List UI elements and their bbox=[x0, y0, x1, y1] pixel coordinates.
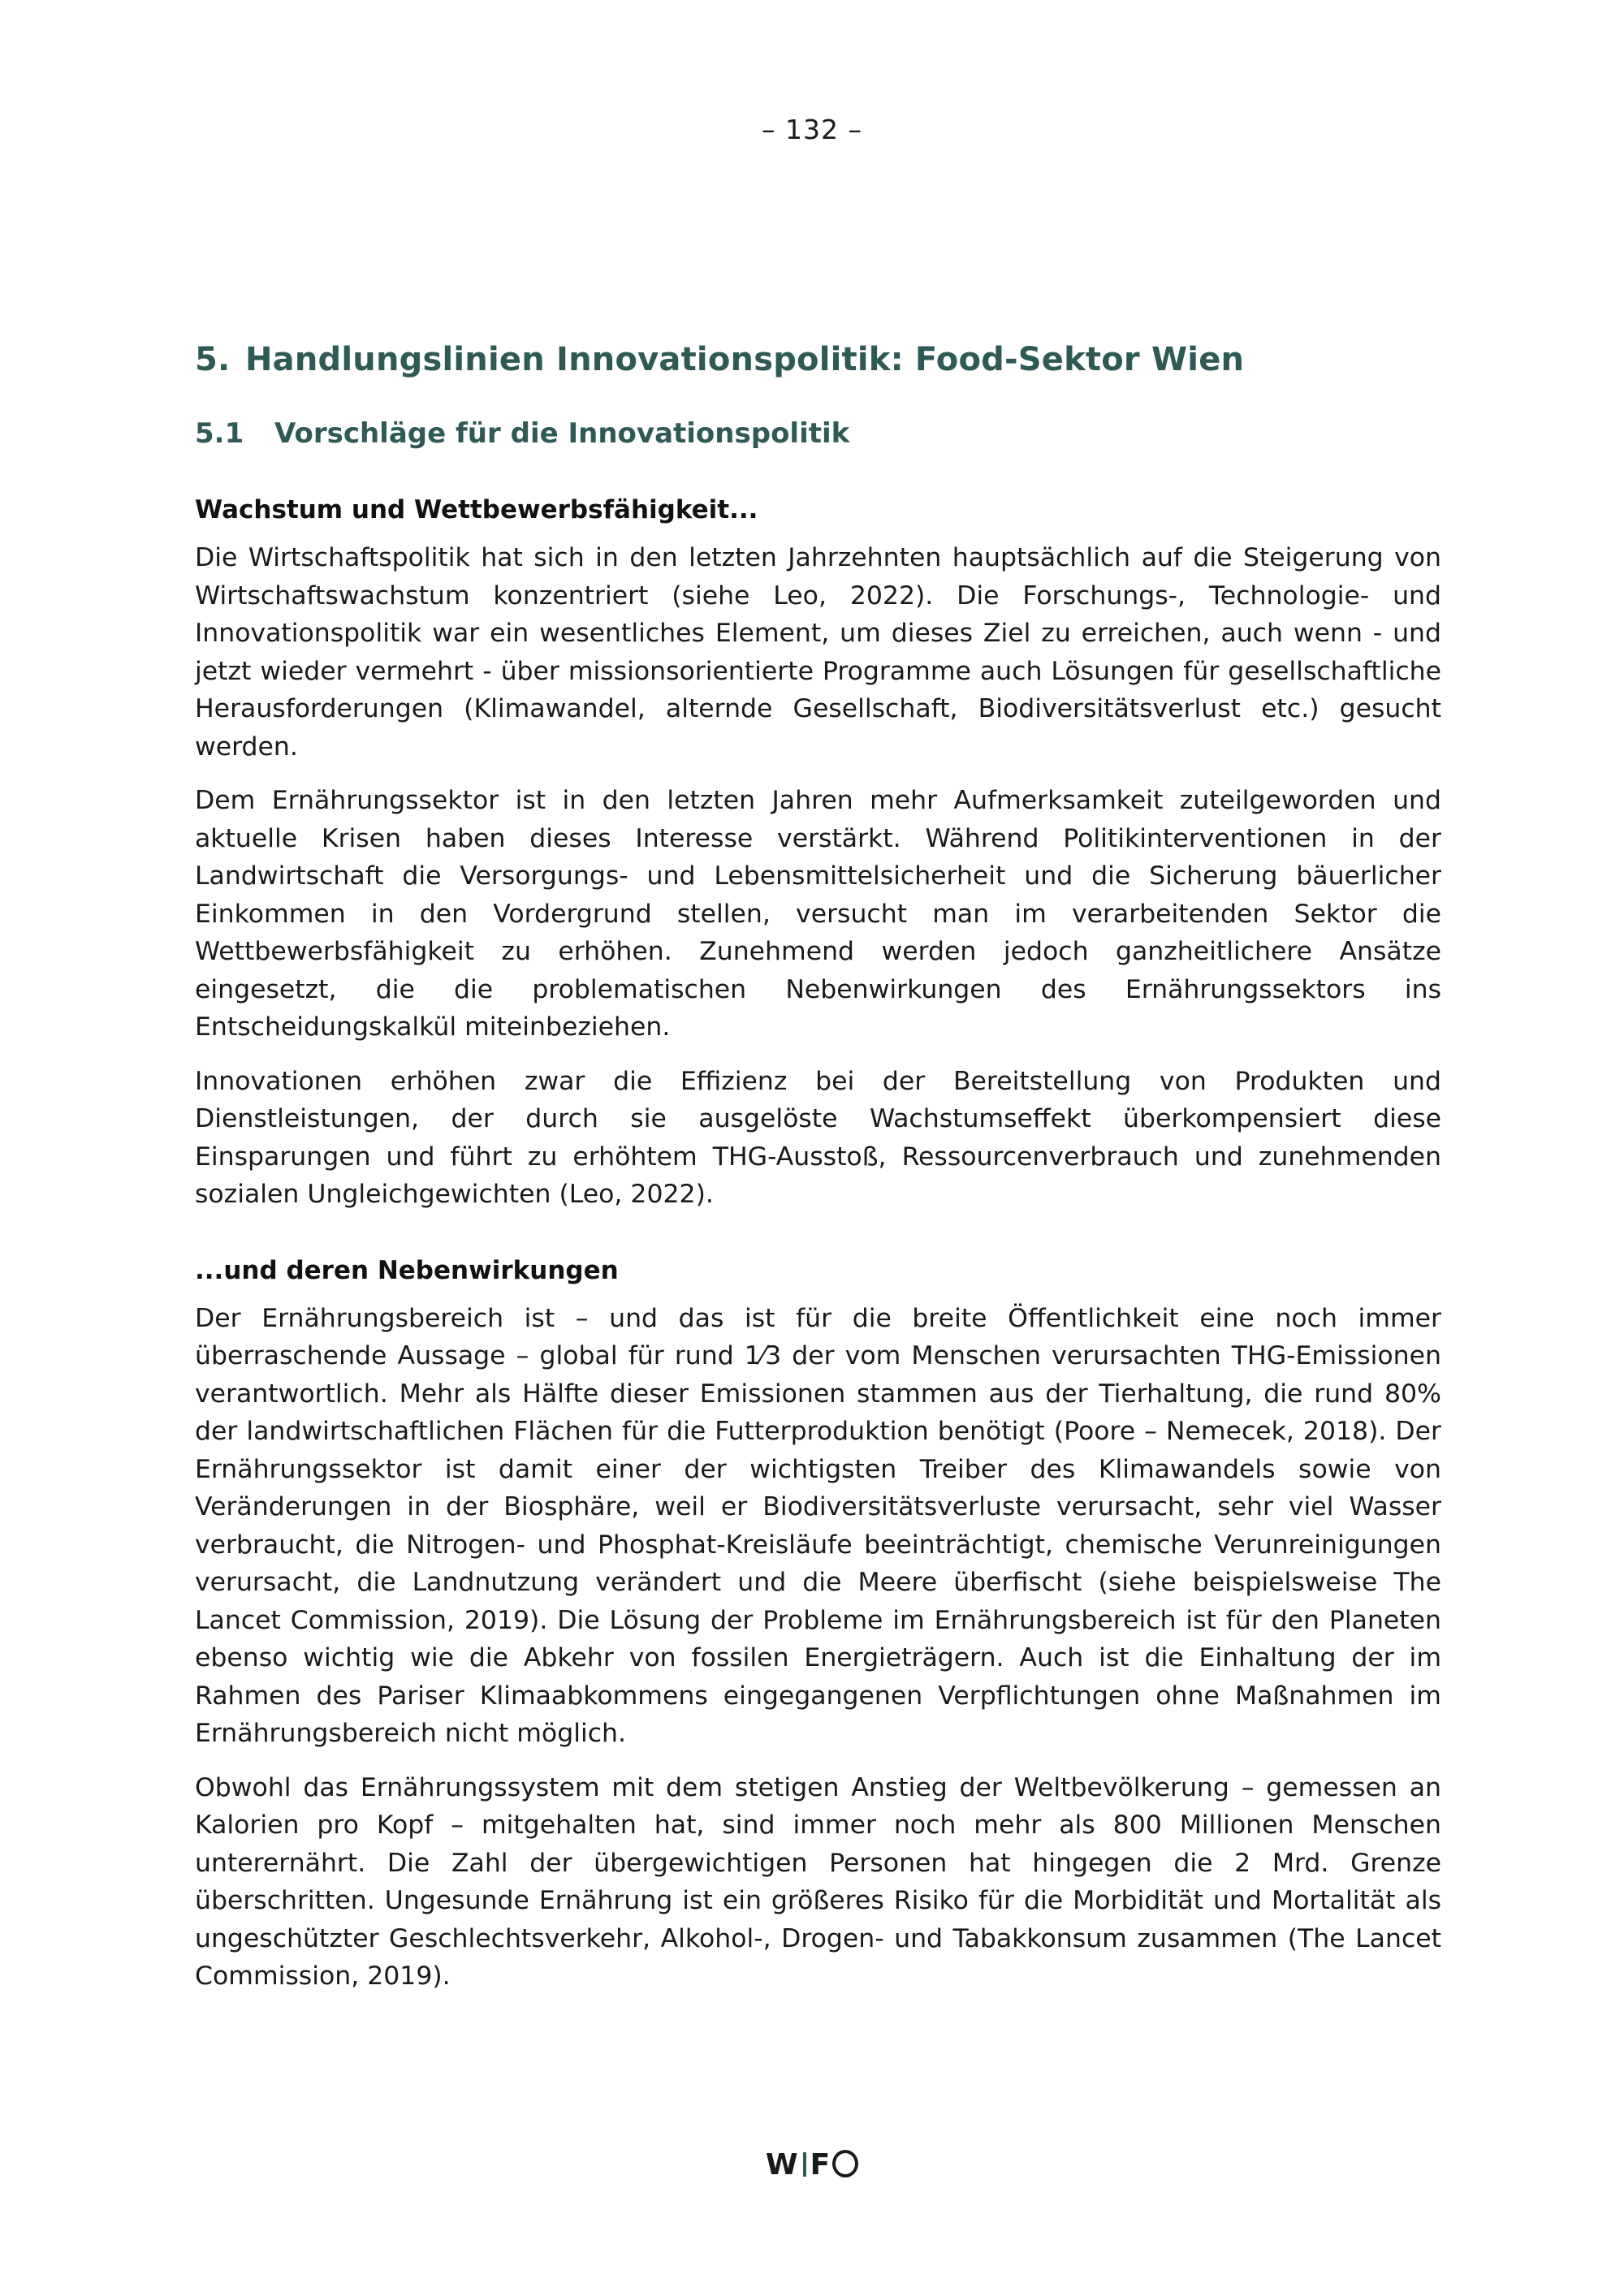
block2-heading: ...und deren Nebenwirkungen bbox=[195, 1255, 619, 1285]
subsection-title: Vorschläge für die Innovationspolitik bbox=[274, 417, 850, 450]
paragraph: Innovationen erhöhen zwar die Effizienz bei der Bereitstellung von Produkten und Dienstleistungen, der durch sie ausgelöste Wachstumseffekt überkompensiert diese Einsparungen und führt zu erhöhtem THG-Ausstoß, Ressourcenverbrauch und zunehmenden sozialen Ungleichgewichten (Leo, 2022). bbox=[195, 1066, 1441, 1209]
paragraph: Die Wirtschaftspolitik hat sich in den letzten Jahrzehnten hauptsächlich auf die Steigerung von Wirtschaftswachstum konzentriert (siehe Leo, 2022). Die Forschungs-, Technologie- und Innovationspolitik war ein wesentliches Element, um dieses Ziel zu erreichen, auch wenn - und jetzt wieder vermehrt - über missionsorientierte Programme auch Lösungen für gesellschaftliche Herausforderungen (Klimawandel, alternde Gesellschaft, Biodiversitätsverlust etc.) gesucht werden. bbox=[195, 543, 1441, 762]
wifo-logo bbox=[0, 2148, 1624, 2182]
subsection-number: 5.1 bbox=[195, 417, 244, 450]
page-content bbox=[195, 341, 1441, 2012]
section-title: Handlungslinien Innovationspolitik: Food-Sektor Wien bbox=[245, 341, 1245, 378]
subsection-heading bbox=[195, 417, 1441, 450]
paragraph: Der Ernährungsbereich ist – und das ist für die breite Öffentlichkeit eine noch immer überraschende Aussage – global für rund 1⁄3 der vom Menschen verursachten THG-Emissionen verantwortlich. Mehr als Hälfte dieser Emissionen stammen aus der Tierhaltung, die rund 80% der landwirtschaftlichen Flächen für die Futterproduktion benötigt (Poore – Nemecek, 2018). Der Ernährungssektor ist damit einer der wichtigsten Treiber des Klimawandels sowie von Veränderungen in der Biosphäre, weil er Biodiversitätsverluste verursacht, sehr viel Wasser verbraucht, die Nitrogen- und Phosphat-Kreisläufe beeinträchtigt, chemische Verunreinigungen verursacht, die Landnutzung verändert und die Meere überfischt (siehe beispielsweise The Lancet Commission, 2019). Die Lösung der Probleme im Ernährungsbereich ist für den Planeten ebenso wichtig wie die Abkehr von fossilen Energieträgern. Auch ist die Einhaltung der im Rahmen des Pariser Klimaabkommens eingegangenen Verpflichtungen ohne Maßnahmen im Ernährungsbereich nicht möglich. bbox=[195, 1303, 1441, 1748]
paragraph: Obwohl das Ernährungssystem mit dem stetigen Anstieg der Weltbevölkerung – gemessen an Kalorien pro Kopf – mitgehalten hat, sind immer noch mehr als 800 Millionen Menschen unterernährt. Die Zahl der übergewichtigen Personen hat hingegen die 2 Mrd. Grenze überschritten. Ungesunde Ernährung ist ein größeres Risiko für die Morbidität und Mortalität als ungeschützter Geschlechtsverkehr, Alkohol-, Drogen- und Tabakkonsum zusammen (The Lancet Commission, 2019). bbox=[195, 1772, 1441, 1991]
logo-bar bbox=[803, 2152, 806, 2177]
logo-w: W bbox=[765, 2148, 799, 2182]
page-number: – 132 – bbox=[762, 114, 862, 145]
logo-f: F bbox=[810, 2148, 831, 2182]
section-heading bbox=[195, 341, 1441, 378]
logo-o bbox=[832, 2150, 858, 2177]
block1-heading: Wachstum und Wettbewerbsfähigkeit... bbox=[195, 495, 758, 524]
section-number: 5. bbox=[195, 341, 231, 378]
paragraph: Dem Ernährungssektor ist in den letzten Jahren mehr Aufmerksamkeit zuteilgeworden und aktuelle Krisen haben dieses Interesse verstärkt. Während Politikinterventionen in der Landwirtschaft die Versorgungs- und Lebensmittelsicherheit und die Sicherung bäuerlicher Einkommen in den Vordergrund stellen, versucht man im verarbeitenden Sektor die Wettbewerbsfähigkeit zu erhöhen. Zunehmend werden jedoch ganzheitlichere Ansätze eingesetzt, die die problematischen Nebenwirkungen des Ernährungssektors ins Entscheidungskalkül miteinbeziehen. bbox=[195, 786, 1441, 1042]
